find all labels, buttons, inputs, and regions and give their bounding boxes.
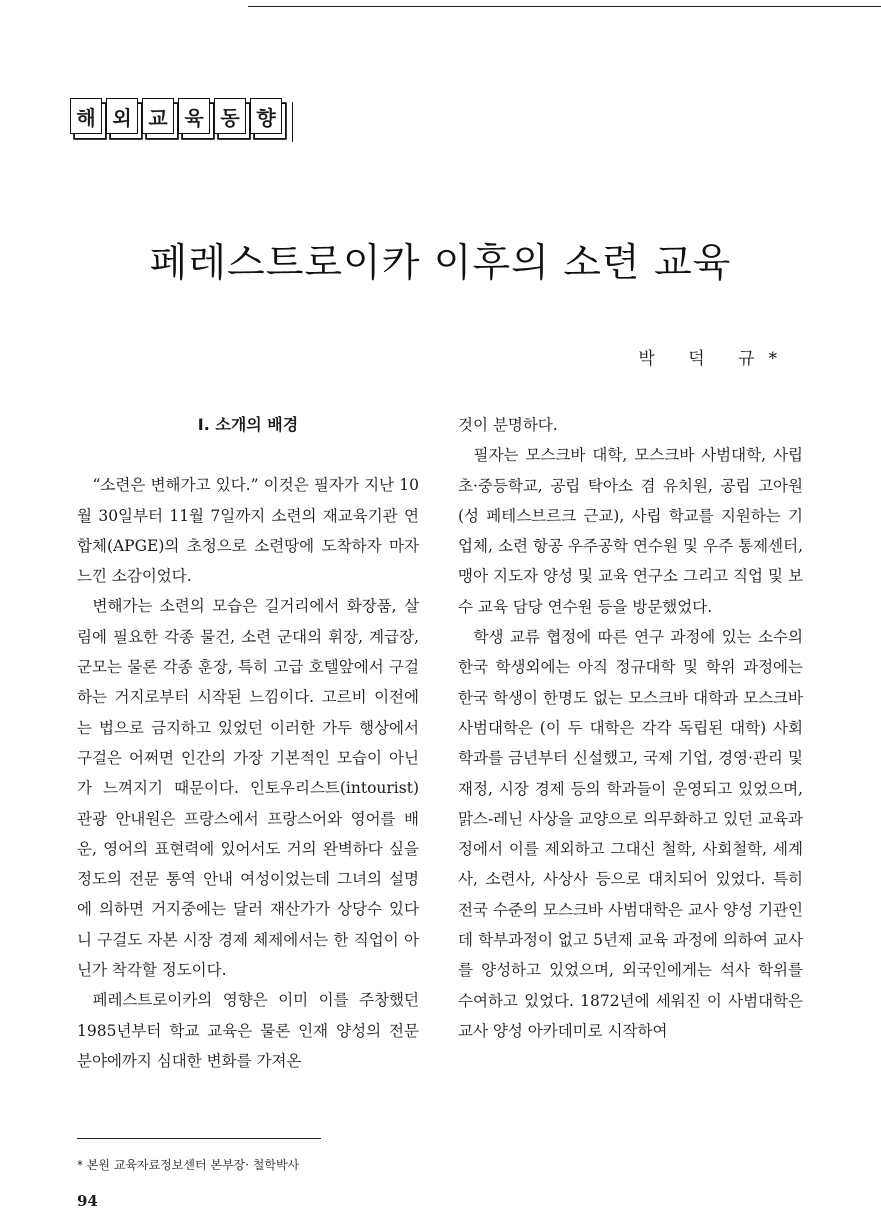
footnote-rule bbox=[77, 1138, 321, 1139]
section-tag-char: 동 bbox=[214, 98, 248, 138]
left-column bbox=[77, 408, 419, 1076]
section-heading: Ⅰ. 소개의 배경 bbox=[197, 415, 299, 434]
paragraph: “소련은 변해가고 있다.” 이것은 필자가 지난 10월 30일부터 11월 7일까지 소련의 재교육기관 연합체(APGE)의 초청으로 소련땅에 도착하자 마자 느낀 소감이었다. bbox=[77, 476, 419, 586]
section-tag bbox=[70, 98, 293, 154]
top-rule bbox=[248, 6, 881, 7]
section-tag-char: 교 bbox=[142, 98, 176, 138]
article-title: 페레스트로이카 이후의 소련 교육 bbox=[149, 241, 732, 286]
section-tag-char: 향 bbox=[250, 98, 284, 138]
section-tag-end bbox=[284, 102, 293, 142]
section-tag-char: 해 bbox=[70, 98, 104, 138]
right-column bbox=[458, 410, 803, 1046]
paragraph: 필자는 모스크바 대학, 모스크바 사범대학, 사립 초·중등학교, 공립 탁아소 겸 유치원, 공립 고아원(성 페테스브르크 근교), 사립 학교를 지원하는 기업체, 소련 항공 우주공학 연수원 및 우주 통제센터, 맹아 지도자 양성 및 교육 연구소 그리고 직업 및 보수 교육 담당 연수원 등을 방문했었다. bbox=[458, 446, 803, 616]
paragraph: 학생 교류 협정에 따른 연구 과정에 있는 소수의 한국 학생외에는 아직 정규대학 및 학위 과정에는 한국 학생이 한명도 없는 모스크바 대학과 모스크바 사범대학은 (이 두 대학은 각각 독립된 대학) 사회학과를 금년부터 신설했고, 국제 기업, 경영·관리 및 재정, 시장 경제 등의 학과들이 운영되고 있었으며, 맑스-레닌 사상을 교양으로 의무화하고 있던 교육과정에서 이를 제외하고 그대신 철학, 사회철학, 세계사, 소련사, 사상사 등으로 대치되어 있었다. 특히 전국 수준의 모스크바 사범대학은 교사 양성 기관인데 학부과정이 없고 5년제 교육 과정에 의하여 교사를 양성하고 있었으며, 외국인에게는 석사 학위를 수여하고 있었다. 1872년에 세워진 이 사범대학은 교사 양성 아카데미로 시작하여 bbox=[458, 628, 803, 1040]
paragraph: 변해가는 소련의 모습은 길거리에서 화장품, 살림에 필요한 각종 물건, 소련 군대의 휘장, 계급장, 군모는 물론 각종 훈장, 특히 고급 호텔앞에서 구걸하는 거지로부터 시작된 느낌이다. 고르비 이전에는 법으로 금지하고 있었던 이러한 가두 행상에서 구걸은 어쩌면 인간의 가장 기본적인 모습이 아닌가 느껴지기 때문이다. 인토우리스트(intourist) 관광 안내원은 프랑스에서 프랑스어와 영어를 배운, 영어의 표현력에 있어서도 거의 완벽하다 싶을 정도의 전문 통역 안내 여성이었는데 그녀의 설명에 의하면 거지중에는 달러 재산가가 상당수 있다니 구걸도 자본 시장 경제 체제에서는 한 직업이 아닌가 착각할 정도이다. bbox=[77, 597, 419, 980]
section-tag-char: 육 bbox=[178, 98, 212, 138]
page-number: 94 bbox=[77, 1192, 98, 1210]
paragraph: 페레스트로이카의 영향은 이미 이를 주창했던 1985년부터 학교 교육은 물론 인재 양성의 전문 분야에까지 심대한 변화를 가져온 bbox=[77, 991, 419, 1070]
footnote: * 본원 교육자료정보센터 본부장· 철학박사 bbox=[77, 1158, 300, 1172]
paragraph: 것이 분명하다. bbox=[458, 416, 558, 434]
section-tag-char: 외 bbox=[106, 98, 140, 138]
author: 박 덕 규* bbox=[638, 349, 791, 369]
